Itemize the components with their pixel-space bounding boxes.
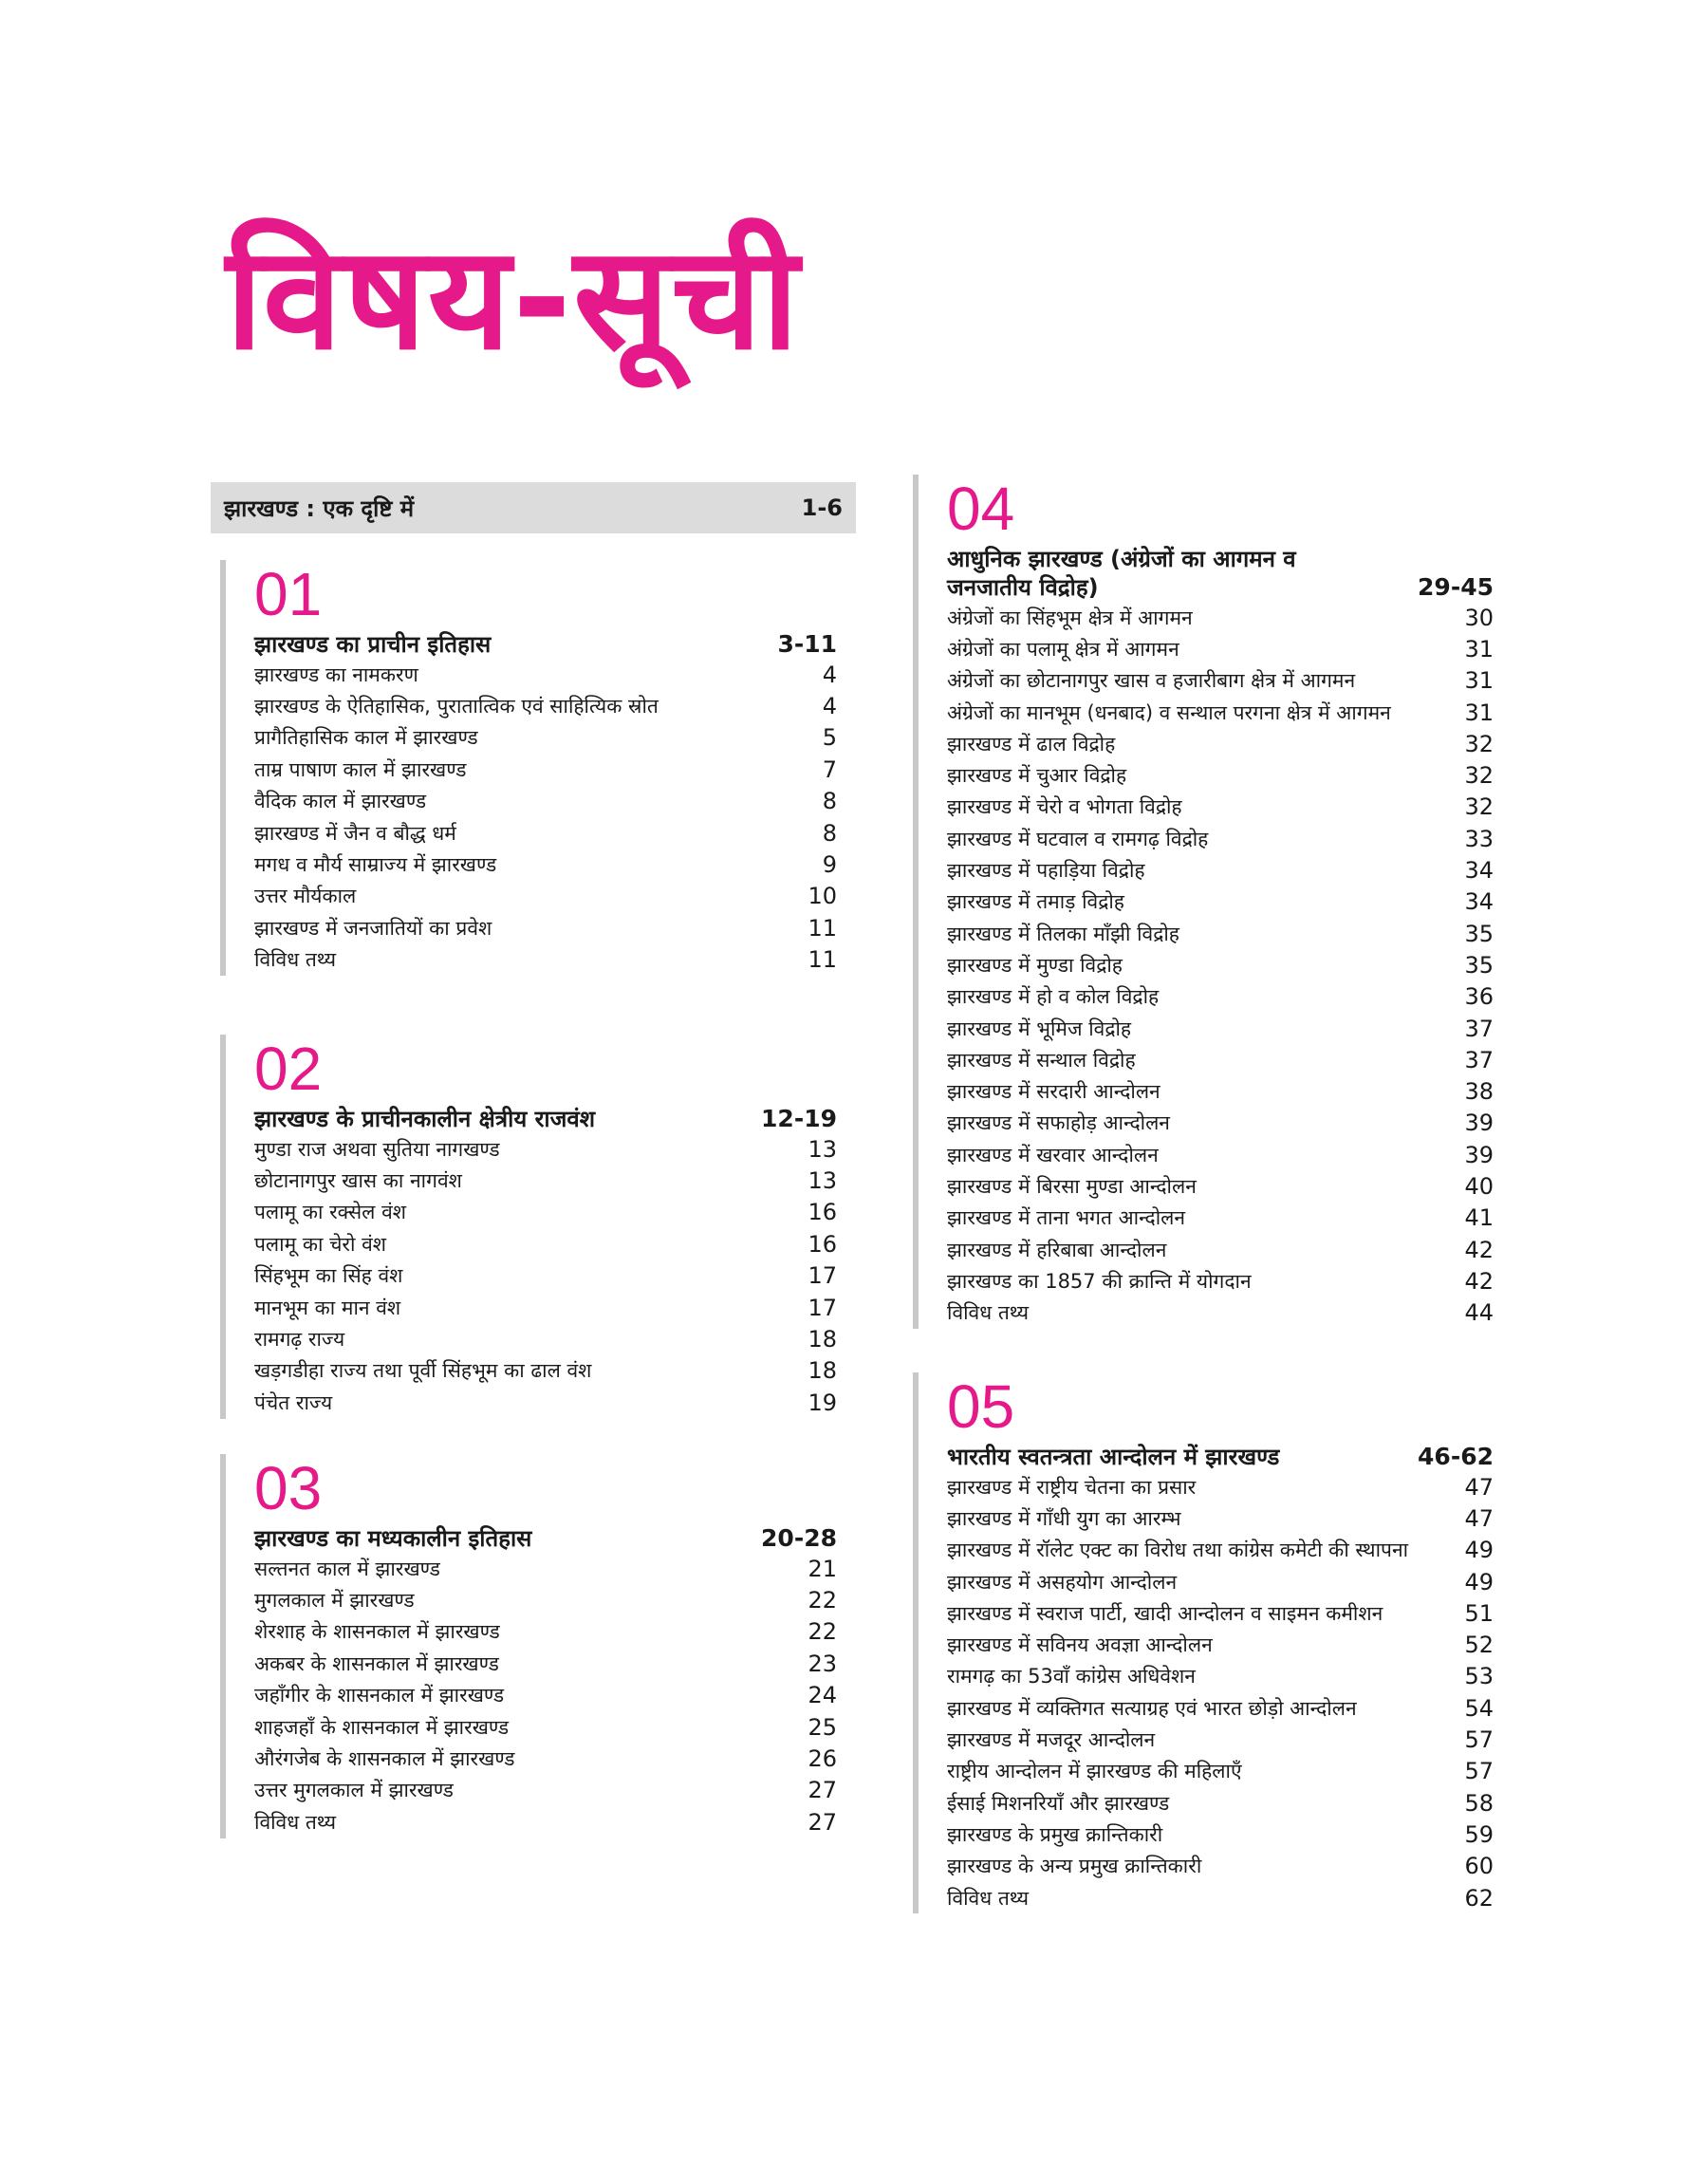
toc-entry-page: 44	[1464, 1299, 1494, 1327]
toc-entry-page: 35	[1464, 920, 1494, 947]
toc-entry-page: 4	[822, 693, 837, 720]
toc-entry-label: पलामू का चेरो वंश	[254, 1232, 387, 1256]
toc-entry[interactable]	[947, 1851, 1494, 1882]
section-heading[interactable]	[947, 1443, 1494, 1471]
toc-entry[interactable]	[947, 1566, 1494, 1597]
toc-entry[interactable]	[254, 1806, 837, 1838]
section-number: 05	[947, 1372, 1015, 1441]
toc-entry[interactable]	[254, 722, 837, 754]
toc-entry-page: 11	[808, 946, 837, 974]
toc-entry[interactable]	[947, 1756, 1494, 1787]
toc-entry-label: राष्ट्रीय आन्दोलन में झारखण्ड की महिलाएँ	[947, 1760, 1242, 1783]
toc-entry-label: झारखण्ड में सन्थाल विद्रोह	[947, 1048, 1136, 1072]
toc-entry[interactable]	[947, 1724, 1494, 1755]
toc-entry[interactable]	[947, 1075, 1494, 1107]
toc-entry-label: झारखण्ड में सफाहोड़ आन्दोलन	[947, 1111, 1170, 1135]
toc-entry-page: 53	[1464, 1663, 1494, 1690]
toc-entry-page: 57	[1464, 1726, 1494, 1754]
toc-entry[interactable]	[947, 1265, 1494, 1297]
section-items	[226, 1553, 837, 1838]
toc-entry-page: 41	[1464, 1204, 1494, 1232]
toc-entry-label: औरंगजेब के शासनकाल में झारखण्ड	[254, 1747, 515, 1771]
toc-entry-label: मुगलकाल में झारखण्ड	[254, 1589, 415, 1613]
toc-entry[interactable]	[254, 659, 837, 690]
section-items	[919, 1471, 1494, 1913]
toc-entry-page: 26	[808, 1745, 837, 1773]
toc-entry-page: 17	[808, 1294, 837, 1321]
toc-entry-label: पंचेत राज्य	[254, 1390, 333, 1414]
toc-entry[interactable]	[947, 1044, 1494, 1075]
toc-entry-page: 27	[808, 1808, 837, 1836]
toc-entry[interactable]	[947, 1882, 1494, 1913]
toc-entry[interactable]	[947, 1203, 1494, 1234]
toc-entry-label: झारखण्ड में ताना भगत आन्दोलन	[947, 1206, 1186, 1230]
toc-entry-page: 32	[1464, 762, 1494, 790]
toc-entry-label: झारखण्ड का नामकरण	[254, 662, 418, 686]
page-title: विषय-सूची	[226, 216, 801, 382]
toc-entry[interactable]	[947, 633, 1494, 664]
overview-label: झारखण्ड : एक दृष्टि में	[224, 494, 415, 522]
toc-entry-label: प्रागैतिहासिक काल में झारखण्ड	[254, 726, 478, 750]
toc-entry-label: विविध तथ्य	[947, 1886, 1030, 1910]
toc-entry-label: झारखण्ड में तमाड़ विद्रोह	[947, 890, 1124, 914]
toc-entry-label: झारखण्ड के अन्य प्रमुख क्रान्तिकारी	[947, 1855, 1202, 1878]
toc-entry[interactable]	[254, 1743, 837, 1774]
toc-entry-page: 59	[1464, 1820, 1494, 1848]
toc-entry-page: 54	[1464, 1694, 1494, 1722]
toc-entry-label: सल्तनत काल में झारखण्ड	[254, 1557, 440, 1580]
toc-entry-page: 30	[1464, 604, 1494, 631]
toc-entry-label: अंग्रेजों का सिंहभूम क्षेत्र में आगमन	[947, 606, 1193, 629]
overview-row[interactable]	[211, 482, 856, 533]
toc-entry[interactable]	[947, 1471, 1494, 1502]
toc-entry-page: 38	[1464, 1078, 1494, 1106]
toc-entry-label: वैदिक काल में झारखण्ड	[254, 790, 427, 813]
toc-entry-label: झारखण्ड में असहयोग आन्दोलन	[947, 1570, 1178, 1594]
toc-entry[interactable]	[254, 1387, 837, 1418]
toc-entry-page: 36	[1464, 983, 1494, 1011]
toc-entry[interactable]	[947, 949, 1494, 980]
toc-entry[interactable]	[947, 759, 1494, 791]
toc-entry-label: जहाँगीर के शासनकाल में झारखण्ड	[254, 1684, 505, 1707]
toc-entry-page: 10	[808, 883, 837, 910]
toc-entry[interactable]	[254, 944, 837, 976]
toc-entry[interactable]	[947, 1170, 1494, 1202]
toc-entry-label: झारखण्ड में घटवाल व रामगढ़ विद्रोह	[947, 827, 1209, 850]
toc-entry-label: झारखण्ड में ढाल विद्रोह	[947, 732, 1116, 756]
toc-entry-page: 51	[1464, 1599, 1494, 1627]
toc-entry-label: झारखण्ड के ऐतिहासिक, पुरातात्विक एवं साहित्यिक स्रोत	[254, 695, 659, 718]
toc-entry-label: झारखण्ड में बिरसा मुण्डा आन्दोलन	[947, 1174, 1197, 1198]
toc-entry[interactable]	[254, 754, 837, 785]
toc-entry-label: झारखण्ड के प्रमुख क्रान्तिकारी	[947, 1822, 1163, 1846]
toc-entry-page: 23	[808, 1650, 837, 1677]
toc-entry-label: ताम्र पाषाण काल में झारखण्ड	[254, 757, 467, 781]
toc-entry[interactable]	[947, 886, 1494, 918]
toc-entry[interactable]	[254, 817, 837, 849]
section-title-line1: आधुनिक झारखण्ड (अंग्रेजों का आगमन व	[947, 546, 1296, 572]
toc-entry[interactable]	[254, 1323, 837, 1354]
section-title: झारखण्ड के प्राचीनकालीन क्षेत्रीय राजवंश	[254, 1106, 596, 1132]
toc-entry-page: 34	[1464, 857, 1494, 885]
toc-entry[interactable]	[254, 690, 837, 721]
toc-entry-page: 35	[1464, 951, 1494, 979]
toc-entry-page: 52	[1464, 1632, 1494, 1659]
toc-entry-label: रामगढ़ का 53वाँ कांग्रेस अधिवेशन	[947, 1665, 1196, 1689]
toc-entry-page: 8	[822, 819, 837, 847]
section-pages: 3-11	[777, 630, 837, 658]
toc-entry[interactable]	[254, 881, 837, 912]
toc-entry[interactable]	[947, 602, 1494, 633]
toc-entry[interactable]	[254, 1648, 837, 1679]
toc-entry-label: उत्तर मुगलकाल में झारखण्ड	[254, 1779, 454, 1802]
toc-entry-label: सिंहभूम का सिंह वंश	[254, 1264, 403, 1288]
toc-entry[interactable]	[254, 1711, 837, 1743]
toc-entry-label: विविध तथ्य	[947, 1301, 1030, 1325]
toc-entry-label: मगध व मौर्य साम्राज्य में झारखण्ड	[254, 853, 497, 877]
section-items	[226, 1133, 837, 1419]
toc-entry-label: शेरशाह के शासनकाल में झारखण्ड	[254, 1620, 500, 1644]
toc-entry[interactable]	[254, 1553, 837, 1584]
toc-entry-label: झारखण्ड में सविनय अवज्ञा आन्दोलन	[947, 1633, 1213, 1657]
toc-entry[interactable]	[947, 1297, 1494, 1329]
toc-entry[interactable]	[947, 728, 1494, 759]
toc-entry-page: 9	[822, 851, 837, 879]
toc-entry-label: झारखण्ड में गाँधी युग का आरम्भ	[947, 1506, 1181, 1530]
toc-entry-page: 31	[1464, 635, 1494, 662]
toc-entry-page: 19	[808, 1389, 837, 1416]
toc-entry-label: झारखण्ड में स्वराज पार्टी, खादी आन्दोलन व साइमन कमीशन	[947, 1601, 1383, 1625]
toc-entry-label: झारखण्ड में हो व कोल विद्रोह	[947, 985, 1160, 1009]
toc-entry-page: 42	[1464, 1236, 1494, 1263]
toc-entry-label: शाहजहाँ के शासनकाल में झारखण्ड	[254, 1715, 510, 1739]
toc-entry[interactable]	[947, 1108, 1494, 1139]
toc-entry-label: अंग्रेजों का मानभूम (धनबाद) व सन्थाल परगना क्षेत्र में आगमन	[947, 700, 1391, 724]
toc-entry-label: पलामू का रक्सेल वंश	[254, 1201, 407, 1224]
toc-entry-page: 37	[1464, 1015, 1494, 1042]
toc-entry-page: 34	[1464, 888, 1494, 916]
toc-entry[interactable]	[947, 1661, 1494, 1692]
toc-entry-page: 32	[1464, 730, 1494, 757]
toc-entry-page: 31	[1464, 667, 1494, 695]
toc-entry-page: 47	[1464, 1504, 1494, 1532]
toc-entry[interactable]	[947, 918, 1494, 949]
toc-entry-label: झारखण्ड में पहाड़िया विद्रोह	[947, 859, 1145, 883]
toc-entry[interactable]	[947, 1597, 1494, 1629]
toc-entry[interactable]	[947, 1692, 1494, 1724]
section-number: 03	[254, 1454, 323, 1522]
section-04	[913, 475, 1494, 1329]
section-pages: 20-28	[761, 1524, 837, 1552]
section-01	[220, 560, 837, 976]
toc-entry-page: 42	[1464, 1267, 1494, 1295]
toc-entry-label: अंग्रेजों का पलामू क्षेत्र में आगमन	[947, 637, 1179, 661]
toc-entry-page: 4	[822, 661, 837, 688]
toc-entry-label: अकबर के शासनकाल में झारखण्ड	[254, 1651, 499, 1675]
toc-entry-label: झारखण्ड में खरवार आन्दोलन	[947, 1143, 1159, 1166]
toc-entry-label: उत्तर मौर्यकाल	[254, 885, 357, 908]
toc-entry-page: 40	[1464, 1172, 1494, 1200]
toc-entry-label: झारखण्ड में मजदूर आन्दोलन	[947, 1728, 1156, 1752]
toc-entry-page: 62	[1464, 1884, 1494, 1912]
toc-entry[interactable]	[947, 1787, 1494, 1819]
toc-entry[interactable]	[947, 1819, 1494, 1850]
section-heading[interactable]	[254, 630, 837, 659]
toc-entry-page: 49	[1464, 1568, 1494, 1595]
toc-entry[interactable]	[254, 1165, 837, 1196]
toc-entry-page: 27	[808, 1777, 837, 1804]
toc-entry-page: 22	[808, 1618, 837, 1646]
toc-entry[interactable]	[947, 792, 1494, 823]
toc-entry-page: 5	[822, 724, 837, 752]
toc-entry[interactable]	[947, 981, 1494, 1013]
section-pages: 29-45	[1418, 573, 1494, 601]
section-number: 04	[947, 475, 1015, 543]
section-pages: 46-62	[1418, 1443, 1494, 1470]
section-03	[220, 1454, 837, 1838]
section-number: 02	[254, 1035, 323, 1103]
toc-entry-label: ईसाई मिशनरियाँ और झारखण्ड	[947, 1791, 1170, 1815]
toc-entry-page: 25	[808, 1713, 837, 1741]
toc-entry[interactable]	[947, 1629, 1494, 1660]
toc-entry-page: 33	[1464, 825, 1494, 852]
toc-entry-page: 49	[1464, 1537, 1494, 1564]
toc-entry-label: मुण्डा राज अथवा सुतिया नागखण्ड	[254, 1137, 500, 1161]
toc-entry-page: 57	[1464, 1758, 1494, 1785]
toc-entry[interactable]	[254, 1228, 837, 1259]
section-02	[220, 1035, 837, 1419]
toc-entry[interactable]	[254, 786, 837, 817]
toc-entry[interactable]	[254, 912, 837, 943]
section-title: झारखण्ड का प्राचीन इतिहास	[254, 631, 492, 658]
toc-entry-page: 31	[1464, 699, 1494, 726]
toc-entry-label: मानभूम का मान वंश	[254, 1296, 401, 1319]
toc-entry-page: 58	[1464, 1789, 1494, 1817]
toc-entry-page: 16	[808, 1230, 837, 1258]
toc-entry-page: 17	[808, 1262, 837, 1290]
toc-entry-page: 22	[808, 1587, 837, 1614]
toc-entry[interactable]	[947, 1535, 1494, 1566]
toc-entry-page: 39	[1464, 1141, 1494, 1168]
section-pages: 12-19	[761, 1105, 837, 1132]
toc-entry-page: 32	[1464, 793, 1494, 821]
toc-entry-label: अंग्रेजों का छोटानागपुर खास व हजारीबाग क्षेत्र में आगमन	[947, 669, 1356, 693]
toc-entry-page: 11	[808, 914, 837, 942]
toc-entry-page: 39	[1464, 1110, 1494, 1137]
toc-entry-label: झारखण्ड में मुण्डा विद्रोह	[947, 953, 1123, 977]
toc-entry-page: 18	[808, 1326, 837, 1353]
section-05	[913, 1372, 1494, 1913]
toc-entry[interactable]	[947, 1013, 1494, 1044]
toc-entry-page: 8	[822, 788, 837, 815]
toc-entry-label: झारखण्ड में व्यक्तिगत सत्याग्रह एवं भारत छोड़ो आन्दोलन	[947, 1696, 1357, 1720]
toc-entry-label: झारखण्ड में हरिबाबा आन्दोलन	[947, 1238, 1167, 1261]
toc-entry[interactable]	[947, 823, 1494, 854]
section-title-line2: जनजातीय विद्रोह)	[947, 574, 1099, 601]
toc-entry[interactable]	[254, 849, 837, 880]
toc-entry[interactable]	[254, 1260, 837, 1292]
toc-entry-page: 13	[808, 1135, 837, 1163]
section-items	[226, 659, 837, 976]
toc-entry[interactable]	[254, 1197, 837, 1228]
toc-entry-label: विविध तथ्य	[254, 948, 337, 972]
overview-pages: 1-6	[801, 494, 843, 521]
toc-entry-page: 16	[808, 1199, 837, 1226]
toc-entry-label: झारखण्ड में चेरो व भोगता विद्रोह	[947, 795, 1182, 819]
toc-entry-page: 18	[808, 1357, 837, 1385]
section-heading[interactable]	[254, 1524, 837, 1553]
toc-entry-label: झारखण्ड में तिलका माँझी विद्रोह	[947, 922, 1179, 945]
section-items	[919, 602, 1494, 1329]
toc-entry[interactable]	[254, 1292, 837, 1323]
toc-entry-label: खड़गडीहा राज्य तथा पूर्वी सिंहभूम का ढाल वंश	[254, 1359, 592, 1383]
toc-entry-label: झारखण्ड का 1857 की क्रान्ति में योगदान	[947, 1269, 1252, 1293]
toc-entry-label: छोटानागपुर खास का नागवंश	[254, 1169, 462, 1193]
toc-entry[interactable]	[254, 1616, 837, 1648]
toc-entry[interactable]	[947, 697, 1494, 728]
toc-entry-page: 37	[1464, 1046, 1494, 1073]
toc-entry-page: 13	[808, 1167, 837, 1195]
toc-entry-label: विविध तथ्य	[254, 1810, 337, 1834]
toc-entry-label: झारखण्ड में राष्ट्रीय चेतना का प्रसार	[947, 1475, 1197, 1499]
toc-entry-page: 21	[808, 1555, 837, 1582]
toc-entry[interactable]	[947, 854, 1494, 886]
toc-entry-label: रामगढ़ राज्य	[254, 1328, 345, 1352]
toc-entry-page: 7	[822, 756, 837, 783]
toc-entry[interactable]	[947, 1234, 1494, 1265]
section-number: 01	[254, 560, 323, 628]
toc-entry[interactable]	[947, 665, 1494, 697]
toc-entry[interactable]	[254, 1775, 837, 1806]
toc-entry[interactable]	[254, 1133, 837, 1165]
section-heading[interactable]	[947, 545, 1494, 602]
toc-entry-label: झारखण्ड में जनजातियों का प्रवेश	[254, 916, 492, 940]
toc-entry-label: झारखण्ड में चुआर विद्रोह	[947, 764, 1127, 788]
toc-entry-label: झारखण्ड में भूमिज विद्रोह	[947, 1017, 1132, 1040]
toc-entry[interactable]	[254, 1355, 837, 1387]
toc-entry-page: 24	[808, 1682, 837, 1709]
toc-entry[interactable]	[254, 1584, 837, 1615]
toc-entry-label: झारखण्ड में सरदारी आन्दोलन	[947, 1080, 1160, 1104]
section-heading[interactable]	[254, 1105, 837, 1133]
toc-entry-page: 47	[1464, 1473, 1494, 1501]
section-title: झारखण्ड का मध्यकालीन इतिहास	[254, 1525, 532, 1552]
toc-entry-page: 60	[1464, 1853, 1494, 1880]
toc-entry[interactable]	[947, 1139, 1494, 1170]
toc-entry-label: झारखण्ड में जैन व बौद्ध धर्म	[254, 821, 456, 845]
toc-entry-label: झारखण्ड में रॉलेट एक्ट का विरोध तथा कांग्रेस कमेटी की स्थापना	[947, 1539, 1409, 1562]
toc-entry[interactable]	[254, 1680, 837, 1711]
toc-entry[interactable]	[947, 1502, 1494, 1534]
section-title: भारतीय स्वतन्त्रता आन्दोलन में झारखण्ड	[947, 1444, 1280, 1470]
